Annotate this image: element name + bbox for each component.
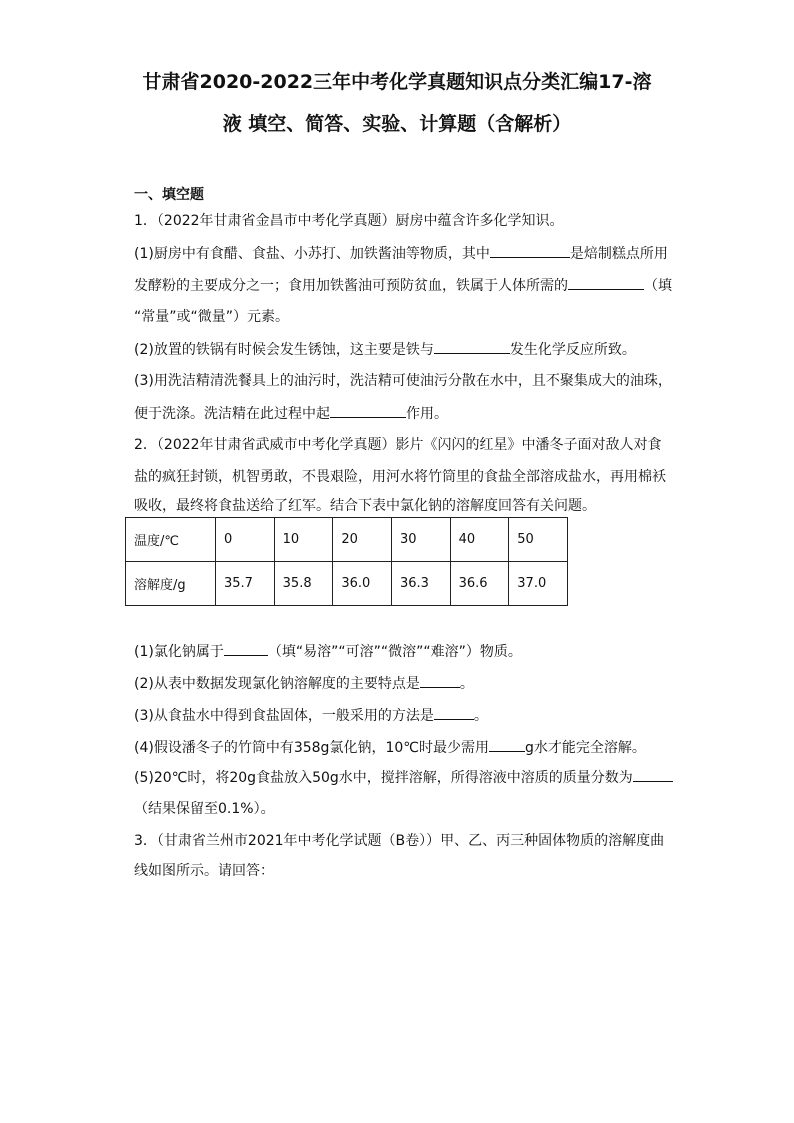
q2-sub1: (1)氯化钠属于 （填“易溶”“可溶”“微溶”“难溶”）物质。	[134, 644, 522, 660]
q2-intro-line3: 吸收，最终将食盐送给了红军。结合下表中氯化钠的溶解度回答有关问题。	[134, 498, 596, 514]
answer-blank[interactable]	[489, 738, 525, 752]
q1-part2: (2)放置的铁锅有时候会发生锈蚀，这主要是铁与 发生化学反应所致。	[134, 342, 636, 358]
q1-part1-line1: (1)厨房中有食醋、食盐、小苏打、加铁酱油等物质，其中 是焙制糕点所用	[134, 246, 668, 262]
table-cell: 37.0	[509, 562, 568, 606]
table-row-label: 溶解度/g	[126, 562, 216, 606]
table-cell: 36.6	[450, 562, 509, 606]
q1-part1-line3: “常量”或“微量”）元素。	[134, 309, 290, 325]
table-cell: 36.0	[333, 562, 392, 606]
answer-blank[interactable]	[568, 276, 644, 290]
table-row-label: 温度/℃	[126, 518, 216, 562]
table-cell: 36.3	[391, 562, 450, 606]
q1-part3-line1: (3)用洗洁精清洗餐具上的油污时，洗洁精可使油污分散在水中，且不聚集成大的油珠，	[134, 373, 672, 389]
solubility-table	[125, 517, 568, 606]
table-cell: 30	[391, 518, 450, 562]
table-cell: 40	[450, 518, 509, 562]
q2-sub4: (4)假设潘冬子的竹筒中有358g氯化钠，10℃时最少需用 g水才能完全溶解。	[134, 740, 646, 756]
table-cell: 0	[216, 518, 275, 562]
table-row	[126, 518, 568, 562]
answer-blank[interactable]	[330, 404, 406, 418]
q1-intro: 1．（2022年甘肃省金昌市中考化学真题）厨房中蕴含许多化学知识。	[134, 213, 564, 229]
q2-sub5-line2: （结果保留至0.1%）。	[134, 801, 275, 817]
answer-blank[interactable]	[224, 642, 268, 656]
page-title-line-1: 甘肃省2020-2022三年中考化学真题知识点分类汇编17-溶	[142, 71, 652, 93]
q2-sub2: (2)从表中数据发现氯化钠溶解度的主要特点是 。	[134, 676, 474, 692]
q3-intro-line2: 线如图所示。请回答：	[134, 863, 274, 879]
q2-intro-line2: 盐的疯狂封锁，机智勇敢，不畏艰险，用河水将竹筒里的食盐全部溶成盐水，再用棉袄	[134, 469, 666, 485]
q2-intro-line1: 2．（2022年甘肃省武威市中考化学真题）影片《闪闪的红星》中潘冬子面对敌人对食	[134, 437, 662, 453]
table-cell: 35.7	[216, 562, 275, 606]
answer-blank[interactable]	[434, 706, 474, 720]
page-title-line-2: 液 填空、简答、实验、计算题（含解析）	[222, 113, 572, 135]
table-cell: 20	[333, 518, 392, 562]
q3-intro-line1: 3．（甘肃省兰州市2021年中考化学试题（B卷））甲、乙、丙三种固体物质的溶解度曲	[134, 833, 665, 849]
table-cell: 50	[509, 518, 568, 562]
q1-part3-line2: 便于洗涤。洗洁精在此过程中起 作用。	[134, 406, 448, 422]
section-heading: 一、填空题	[134, 187, 204, 203]
answer-blank[interactable]	[633, 768, 673, 782]
table-cell: 35.8	[274, 562, 333, 606]
table-row	[126, 562, 568, 606]
answer-blank[interactable]	[420, 674, 460, 688]
answer-blank[interactable]	[490, 244, 570, 258]
q2-sub3: (3)从食盐水中得到食盐固体，一般采用的方法是 。	[134, 708, 488, 724]
q1-part1-line2: 发酵粉的主要成分之一；食用加铁酱油可预防贫血，铁属于人体所需的 （填	[134, 278, 672, 294]
answer-blank[interactable]	[434, 340, 510, 354]
q2-sub5-line1: (5)20℃时，将20g食盐放入50g水中，搅拌溶解，所得溶液中溶质的质量分数为	[134, 768, 673, 787]
table-cell: 10	[274, 518, 333, 562]
